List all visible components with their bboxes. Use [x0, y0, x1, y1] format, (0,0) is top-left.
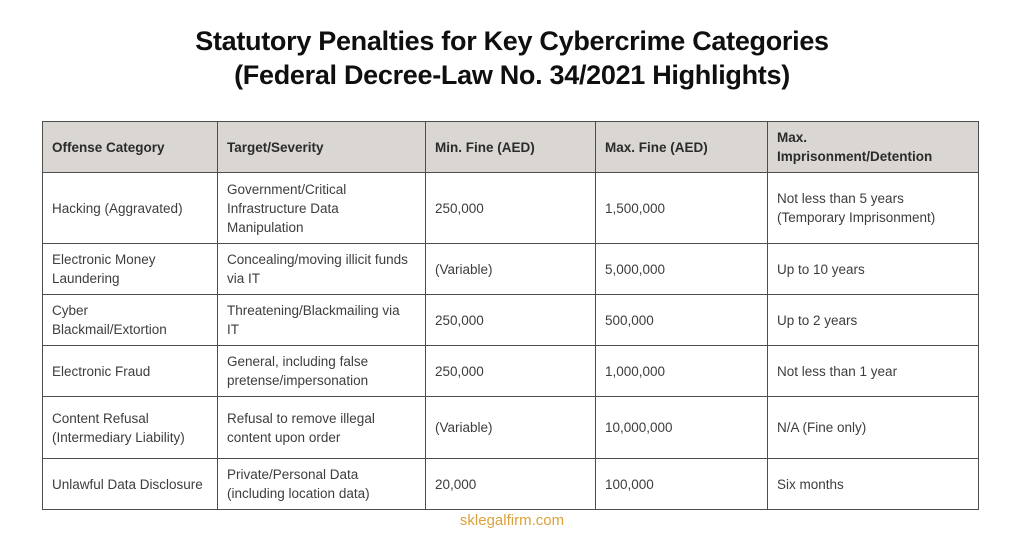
cell-max-imprisonment: Not less than 5 years (Temporary Imprisonment)	[768, 173, 979, 244]
header-cell-min-fine: Min. Fine (AED)	[426, 122, 596, 173]
table-row	[43, 346, 979, 397]
table-row	[43, 397, 979, 459]
cell-max-fine: 1,000,000	[596, 346, 768, 397]
header-cell-max-imprisonment: Max. Imprisonment/Detention	[768, 122, 979, 173]
cell-offense-category: Cyber Blackmail/Extortion	[43, 295, 218, 346]
table-row	[43, 295, 979, 346]
cell-min-fine: (Variable)	[426, 244, 596, 295]
header-cell-offense-category: Offense Category	[43, 122, 218, 173]
table-row	[43, 459, 979, 510]
cell-min-fine: 250,000	[426, 295, 596, 346]
cell-offense-category: Electronic Money Laundering	[43, 244, 218, 295]
cell-max-imprisonment: Up to 2 years	[768, 295, 979, 346]
cell-min-fine: 250,000	[426, 346, 596, 397]
table-row	[43, 173, 979, 244]
cell-max-fine: 5,000,000	[596, 244, 768, 295]
cell-max-fine: 100,000	[596, 459, 768, 510]
cell-max-fine: 500,000	[596, 295, 768, 346]
footer-website-text: sklegalfirm.com	[459, 512, 565, 529]
cell-min-fine: 20,000	[426, 459, 596, 510]
header-row	[43, 122, 979, 173]
page-title	[0, 24, 1024, 92]
cell-target-severity: Refusal to remove illegal content upon order	[218, 397, 426, 459]
penalties-table	[42, 121, 979, 510]
table-row	[43, 244, 979, 295]
cell-offense-category: Hacking (Aggravated)	[43, 173, 218, 244]
cell-max-fine: 10,000,000	[596, 397, 768, 459]
cell-target-severity: Government/Critical Infrastructure Data Manipulation	[218, 173, 426, 244]
cell-max-imprisonment: Up to 10 years	[768, 244, 979, 295]
cell-target-severity: Private/Personal Data (including location data)	[218, 459, 426, 510]
cell-offense-category: Content Refusal (Intermediary Liability)	[43, 397, 218, 459]
cell-max-imprisonment: Six months	[768, 459, 979, 510]
cell-min-fine: 250,000	[426, 173, 596, 244]
penalties-table-container	[42, 121, 978, 510]
cell-offense-category: Unlawful Data Disclosure	[43, 459, 218, 510]
footer	[0, 512, 1024, 529]
title-line-2: (Federal Decree-Law No. 34/2021 Highlights)	[234, 60, 790, 90]
cell-offense-category: Electronic Fraud	[43, 346, 218, 397]
cell-max-imprisonment: N/A (Fine only)	[768, 397, 979, 459]
header-cell-max-fine: Max. Fine (AED)	[596, 122, 768, 173]
cell-target-severity: General, including false pretense/impersonation	[218, 346, 426, 397]
cell-max-fine: 1,500,000	[596, 173, 768, 244]
cell-min-fine: (Variable)	[426, 397, 596, 459]
title-line-1: Statutory Penalties for Key Cybercrime Categories	[195, 26, 829, 56]
cell-target-severity: Concealing/moving illicit funds via IT	[218, 244, 426, 295]
header-cell-target-severity: Target/Severity	[218, 122, 426, 173]
cell-max-imprisonment: Not less than 1 year	[768, 346, 979, 397]
cell-target-severity: Threatening/Blackmailing via IT	[218, 295, 426, 346]
